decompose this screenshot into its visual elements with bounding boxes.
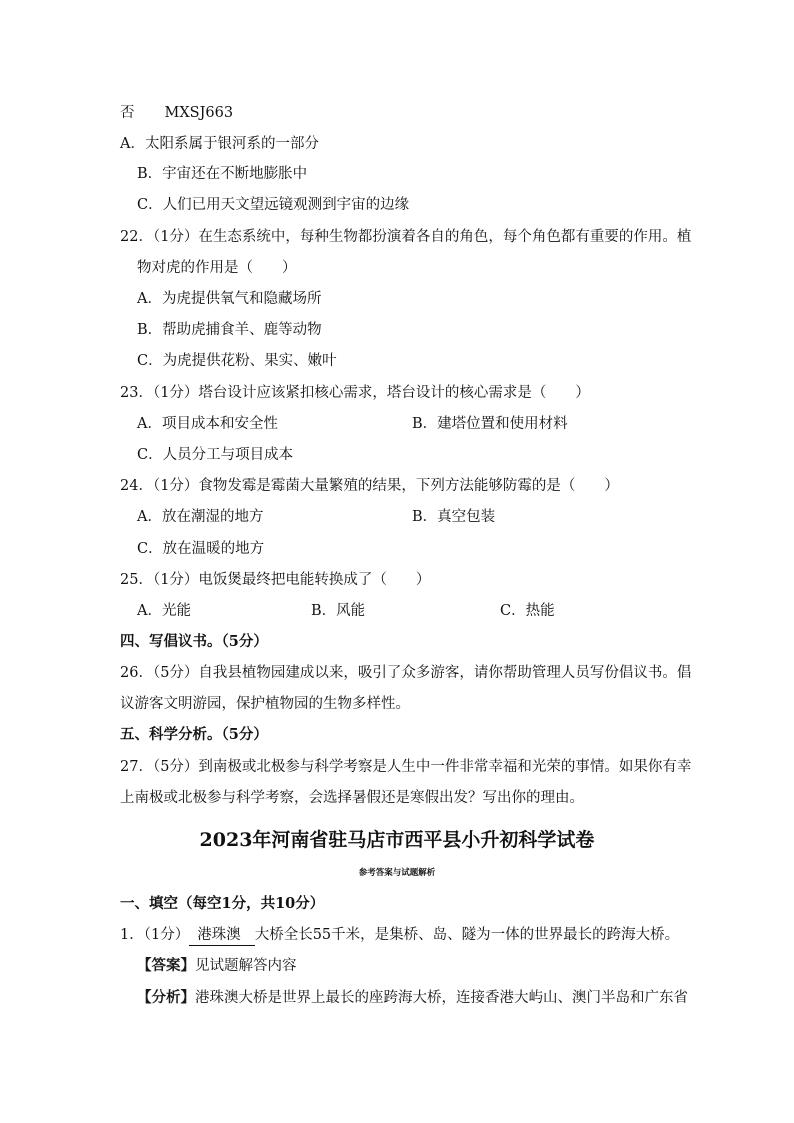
document-code: MXSJ663 [164, 105, 234, 121]
q21-option-b: B．宇宙还在不断地膨胀中 [137, 166, 308, 182]
q1-answer-blank: 港珠澳 [189, 925, 255, 946]
q23-option-a: A．项目成本和安全性 [137, 416, 278, 432]
q22-option-b: B．帮助虎捕食羊、鹿等动物 [137, 322, 322, 338]
q26-stem-line2: 议游客文明游园，保护植物园的生物多样性。 [120, 696, 410, 712]
code-line [120, 103, 694, 123]
q25-option-c: C．热能 [500, 603, 555, 619]
section-1-heading: 一、填空（每空1分，共10分） [120, 895, 325, 912]
q22-stem-line1: 22．（1分）在生态系统中，每种生物都扮演着各自的角色，每个角色都有重要的作用。植 [120, 229, 692, 245]
exam-title: 2023年河南省驻马店市西平县小升初科学试卷 [199, 829, 595, 851]
q21-option-a: A．太阳系属于银河系的一部分 [120, 136, 319, 152]
section-4-heading: 四、写倡议书。（5分） [120, 633, 268, 650]
q25-option-b: B．风能 [311, 603, 366, 619]
q25-stem: 25．（1分）电饭煲最终把电能转换成了（ ） [120, 572, 431, 588]
q24-option-a: A．放在潮湿的地方 [137, 509, 264, 525]
q25-option-a: A．光能 [137, 603, 191, 619]
analysis-tag: 【分析】 [137, 989, 195, 1006]
q1-prefix: 1．（1分） [120, 927, 190, 943]
code-prefix: 否 [120, 105, 135, 121]
section-5-heading: 五、科学分析。（5分） [120, 726, 268, 743]
answer-line [137, 956, 694, 976]
q23-stem: 23．（1分）塔台设计应该紧扣核心需求，塔台设计的核心需求是（ ） [120, 385, 590, 401]
q21-option-c: C．人们已用天文望远镜观测到宇宙的边缘 [137, 197, 410, 213]
q22-stem-line2: 物对虎的作用是（ ） [137, 260, 297, 276]
analysis-text: 港珠澳大桥是世界上最长的座跨海大桥，连接香港大屿山、澳门半岛和广东省 [195, 990, 688, 1006]
q24-option-c: C．放在温暖的地方 [137, 541, 265, 557]
q23-option-c: C．人员分工与项目成本 [137, 447, 294, 463]
q22-option-c: C．为虎提供花粉、果实、嫩叶 [137, 353, 337, 369]
q1-line [120, 925, 694, 946]
answer-key-subtitle: 参考答案与试题解析 [358, 868, 436, 878]
analysis-line [137, 988, 694, 1008]
answer-text: 见试题解答内容 [195, 958, 297, 974]
q24-stem: 24．（1分）食物发霉是霉菌大量繁殖的结果，下列方法能够防霉的是（ ） [120, 478, 619, 494]
q27-stem-line1: 27．（5分）到南极或北极参与科学考察是人生中一件非常幸福和光荣的事情。如果你有幸 [120, 759, 692, 775]
answer-tag: 【答案】 [137, 957, 195, 974]
q1-suffix: 大桥全长55千米，是集桥、岛、隧为一体的世界最长的跨海大桥。 [254, 927, 680, 943]
q23-option-b: B．建塔位置和使用材料 [412, 416, 568, 432]
q24-option-b: B．真空包装 [412, 509, 496, 525]
q26-stem-line1: 26．（5分）自我县植物园建成以来，吸引了众多游客，请你帮助管理人员写份倡议书。倡 [120, 665, 692, 681]
q22-option-a: A．为虎提供氧气和隐藏场所 [137, 291, 322, 307]
q27-stem-line2: 上南极或北极参与科学考察，会选择暑假还是寒假出发？写出你的理由。 [120, 790, 584, 806]
